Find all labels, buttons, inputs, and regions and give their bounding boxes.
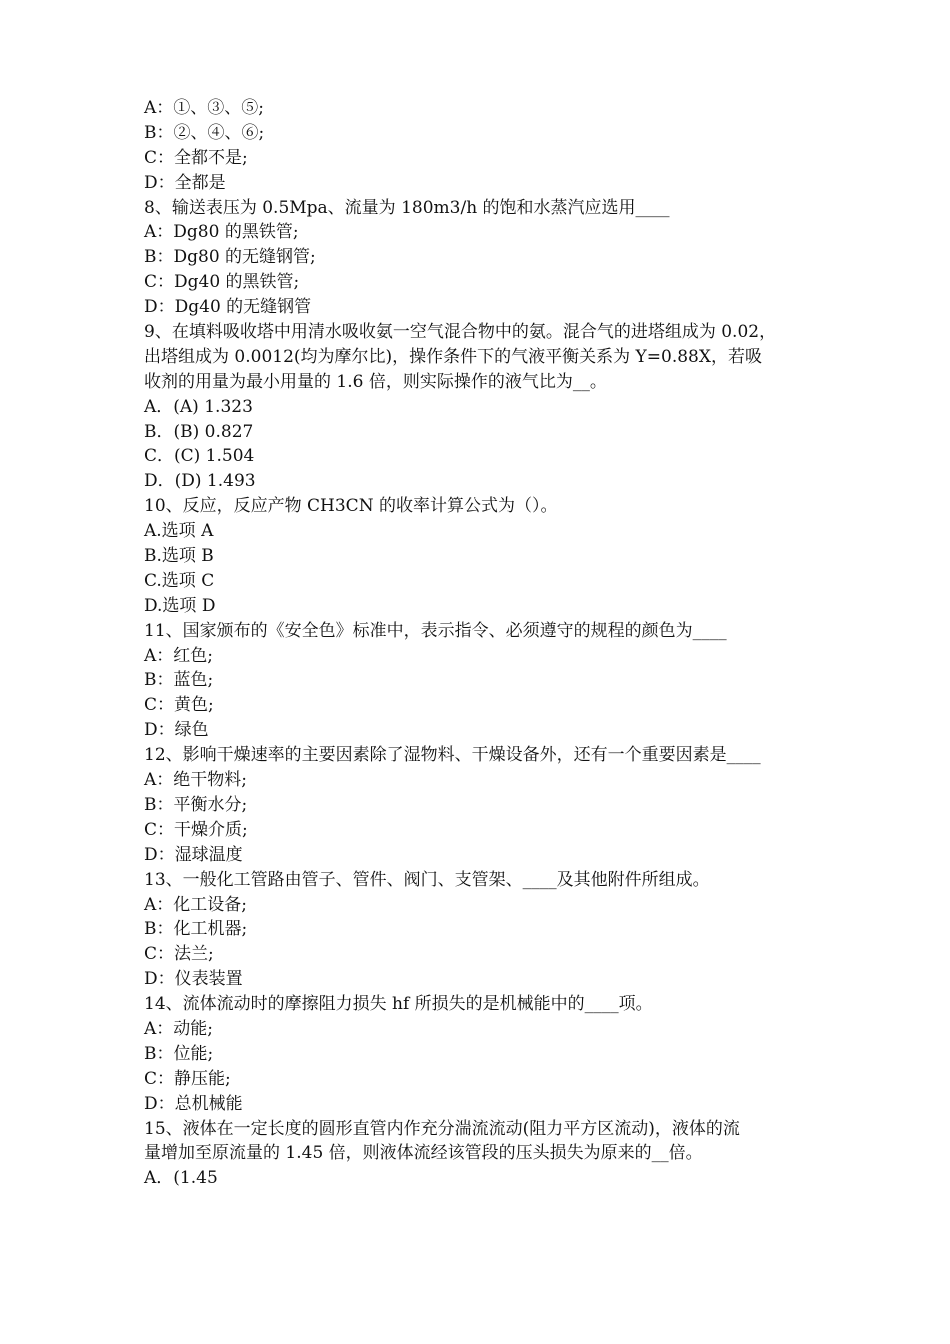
option-line: B：蓝色;	[144, 670, 214, 691]
question-12: 12、影响干燥速率的主要因素除了湿物料、干燥设备外，还有一个重要因素是____	[144, 745, 761, 766]
option-line: D：绿色	[144, 720, 209, 741]
option-line: A：绝干物料;	[144, 770, 248, 791]
option-line: A．(A) 1.323	[144, 396, 253, 417]
option-line: A：①、③、⑤;	[144, 98, 265, 118]
option-line: C：Dg40 的黑铁管;	[144, 272, 300, 293]
option-line: D.选项 D	[144, 595, 216, 616]
option-line: D：Dg40 的无缝钢管	[144, 297, 312, 318]
question-15: 15、液体在一定长度的圆形直管内作充分湍流流动(阻力平方区流动)，液体的流	[144, 1118, 740, 1139]
option-line: B：Dg80 的无缝钢管;	[144, 247, 316, 268]
option-line: A.选项 A	[144, 521, 214, 542]
option-line: A：红色;	[144, 645, 214, 666]
option-line: D：总机械能	[144, 1093, 243, 1114]
option-line: B：②、④、⑥;	[144, 122, 265, 143]
option-line: A：化工设备;	[144, 894, 248, 915]
option-line: B：平衡水分;	[144, 794, 248, 815]
option-line: C．(C) 1.504	[144, 446, 255, 467]
question-9-cont: 收剂的用量为最小用量的 1.6 倍，则实际操作的液气比为__。	[144, 371, 607, 392]
option-line: A：Dg80 的黑铁管;	[144, 222, 299, 243]
question-10: 10、反应，反应产物 CH3CN 的收率计算公式为（）。	[144, 496, 558, 517]
question-8: 8、输送表压为 0.5Mpa、流量为 180m3/h 的饱和水蒸汽应选用____	[144, 197, 670, 218]
option-line: B：化工机器;	[144, 919, 248, 940]
option-line: C：干燥介质;	[144, 819, 248, 840]
option-line: D：全都是	[144, 172, 226, 193]
option-line: C：法兰;	[144, 944, 214, 965]
option-line: B.选项 B	[144, 546, 214, 567]
question-9-cont: 出塔组成为 0.0012(均为摩尔比)，操作条件下的气液平衡关系为 Y=0.88X，若吸	[144, 346, 762, 367]
question-13: 13、一般化工管路由管子、管件、阀门、支管架、____及其他附件所组成。	[144, 869, 710, 890]
option-line: D：仪表装置	[144, 969, 243, 990]
option-line: C：黄色;	[144, 695, 214, 716]
document-page	[144, 96, 812, 1191]
question-14: 14、流体流动时的摩擦阻力损失 hf 所损失的是机械能中的____项。	[144, 994, 653, 1015]
option-line: B．(B) 0.827	[144, 421, 254, 442]
option-line: A：动能;	[144, 1018, 214, 1039]
option-line: B：位能;	[144, 1043, 214, 1064]
option-line: C.选项 C	[144, 570, 215, 591]
question-9: 9、在填料吸收塔中用清水吸收氨一空气混合物中的氨。混合气的进塔组成为 0.02，	[144, 322, 777, 343]
option-line: D：湿球温度	[144, 844, 243, 865]
option-line: D．(D) 1.493	[144, 471, 256, 492]
option-line: A．(1.45	[144, 1168, 218, 1189]
option-line: C：全都不是;	[144, 147, 248, 168]
question-11: 11、国家颁布的《安全色》标准中，表示指令、必须遵守的规程的颜色为____	[144, 620, 727, 641]
option-line: C：静压能;	[144, 1068, 231, 1089]
question-15-cont: 量增加至原流量的 1.45 倍，则液体流经该管段的压头损失为原来的__倍。	[144, 1143, 703, 1164]
